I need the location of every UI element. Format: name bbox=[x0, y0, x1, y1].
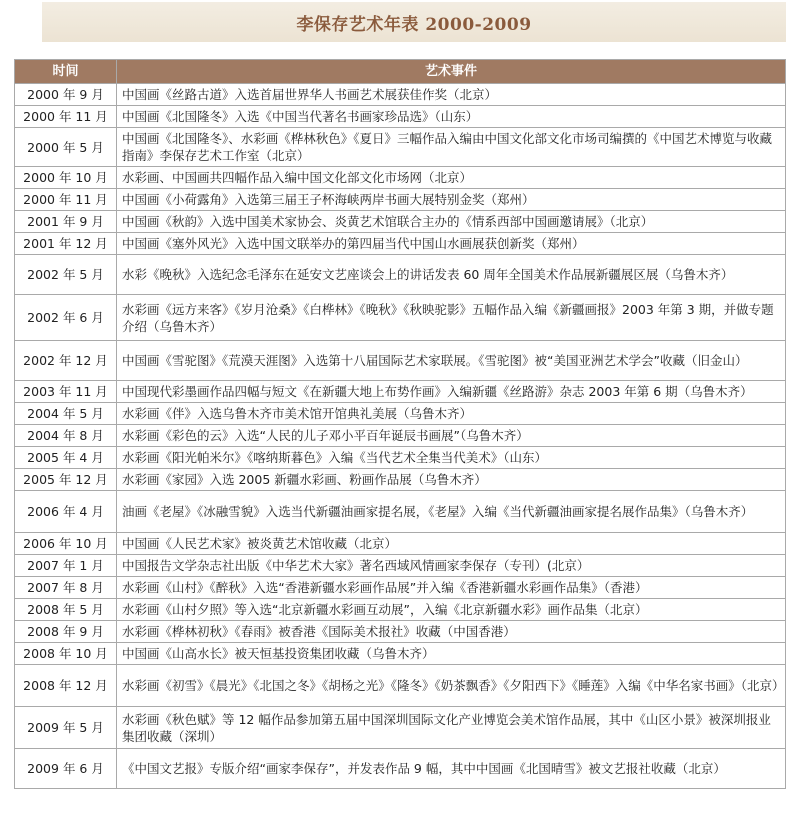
row-event: 油画《老屋》《冰融雪貌》入选当代新疆油画家提名展，《老屋》入编《当代新疆油画家提名展作品集》（乌鲁木齐） bbox=[117, 491, 786, 533]
row-date: 2009 年 6 月 bbox=[15, 749, 117, 789]
row-event: 水彩画《家园》入选 2005 新疆水彩画、粉画作品展（乌鲁木齐） bbox=[117, 469, 786, 491]
table-row bbox=[15, 255, 786, 295]
row-event: 中国画《塞外风光》入选中国文联举办的第四届当代中国山水画展获创新奖（郑州） bbox=[117, 233, 786, 255]
table-row bbox=[15, 167, 786, 189]
table-row bbox=[15, 189, 786, 211]
row-event: 水彩画《伴》入选乌鲁木齐市美术馆开馆典礼美展（乌鲁木齐） bbox=[117, 403, 786, 425]
row-date: 2008 年 10 月 bbox=[15, 643, 117, 665]
row-date: 2004 年 5 月 bbox=[15, 403, 117, 425]
table-row bbox=[15, 447, 786, 469]
row-date: 2002 年 6 月 bbox=[15, 295, 117, 341]
table-row bbox=[15, 749, 786, 789]
row-event: 水彩画《秋色赋》等 12 幅作品参加第五届中国深圳国际文化产业博览会美术馆作品展，其中《山区小景》被深圳报业集团收藏（深圳） bbox=[117, 707, 786, 749]
table-row bbox=[15, 469, 786, 491]
table-row bbox=[15, 84, 786, 106]
row-date: 2000 年 10 月 bbox=[15, 167, 117, 189]
table-row bbox=[15, 381, 786, 403]
row-event: 水彩画《阳光帕米尔》《喀纳斯暮色》入编《当代艺术全集当代美术》（山东） bbox=[117, 447, 786, 469]
table-row bbox=[15, 533, 786, 555]
row-event: 水彩画《山村》《醉秋》入选“香港新疆水彩画作品展”并入编《香港新疆水彩画作品集》（香港） bbox=[117, 577, 786, 599]
row-event: 中国画《山高水长》被天恒基投资集团收藏（乌鲁木齐） bbox=[117, 643, 786, 665]
table-row bbox=[15, 128, 786, 167]
row-event: 中国画《小荷露角》入选第三届王子杯海峡两岸书画大展特别金奖（郑州） bbox=[117, 189, 786, 211]
table-row bbox=[15, 491, 786, 533]
row-event: 水彩画《远方来客》《岁月沧桑》《白桦林》《晚秋》《秋映驼影》五幅作品入编《新疆画报》2003 年第 3 期，并做专题介绍（乌鲁木齐） bbox=[117, 295, 786, 341]
row-date: 2006 年 10 月 bbox=[15, 533, 117, 555]
table-row bbox=[15, 425, 786, 447]
table-row bbox=[15, 341, 786, 381]
row-date: 2005 年 4 月 bbox=[15, 447, 117, 469]
row-event: 水彩画、中国画共四幅作品入编中国文化部文化市场网（北京） bbox=[117, 167, 786, 189]
row-event: 中国报告文学杂志社出版《中华艺术大家》著名西域风情画家李保存（专刊）(北京） bbox=[117, 555, 786, 577]
row-date: 2002 年 5 月 bbox=[15, 255, 117, 295]
table-body bbox=[15, 84, 786, 789]
row-date: 2003 年 11 月 bbox=[15, 381, 117, 403]
table-row bbox=[15, 599, 786, 621]
row-event: 水彩画《桦林初秋》《春雨》被香港《国际美术报社》收藏（中国香港） bbox=[117, 621, 786, 643]
row-date: 2007 年 1 月 bbox=[15, 555, 117, 577]
row-date: 2007 年 8 月 bbox=[15, 577, 117, 599]
table-row bbox=[15, 665, 786, 707]
row-event: 中国画《丝路古道》入选首届世界华人书画艺术展获佳作奖（北京） bbox=[117, 84, 786, 106]
table-row bbox=[15, 707, 786, 749]
row-date: 2006 年 4 月 bbox=[15, 491, 117, 533]
row-event: 水彩《晚秋》入选纪念毛泽东在延安文艺座谈会上的讲话发表 60 周年全国美术作品展新疆展区展（乌鲁木齐） bbox=[117, 255, 786, 295]
table-header-row bbox=[15, 60, 786, 84]
table-row bbox=[15, 233, 786, 255]
table-row bbox=[15, 643, 786, 665]
row-event: 《中国文艺报》专版介绍“画家李保存”，并发表作品 9 幅，其中中国画《北国晴雪》被文艺报社收藏（北京） bbox=[117, 749, 786, 789]
row-event: 中国画《秋韵》入选中国美术家协会、炎黄艺术馆联合主办的《情系西部中国画邀请展》（北京） bbox=[117, 211, 786, 233]
column-header-time: 时间 bbox=[15, 60, 117, 84]
table-row bbox=[15, 577, 786, 599]
row-event: 中国画《雪驼图》《荒漠天涯图》入选第十八届国际艺术家联展。《雪驼图》被“美国亚洲艺术学会”收藏（旧金山） bbox=[117, 341, 786, 381]
row-event: 中国现代彩墨画作品四幅与短文《在新疆大地上布势作画》入编新疆《丝路游》杂志 2003 年第 6 期（乌鲁木齐） bbox=[117, 381, 786, 403]
row-date: 2008 年 12 月 bbox=[15, 665, 117, 707]
row-event: 中国画《人民艺术家》被炎黄艺术馆收藏（北京） bbox=[117, 533, 786, 555]
chronology-table bbox=[14, 59, 786, 789]
row-date: 2000 年 5 月 bbox=[15, 128, 117, 167]
row-date: 2001 年 9 月 bbox=[15, 211, 117, 233]
row-event: 水彩画《彩色的云》入选“人民的儿子邓小平百年诞辰书画展”（乌鲁木齐） bbox=[117, 425, 786, 447]
title-banner bbox=[42, 2, 786, 42]
row-date: 2004 年 8 月 bbox=[15, 425, 117, 447]
table-row bbox=[15, 555, 786, 577]
row-event: 水彩画《山村夕照》等入选“北京新疆水彩画互动展”，入编《北京新疆水彩》画作品集（北京） bbox=[117, 599, 786, 621]
row-date: 2000 年 9 月 bbox=[15, 84, 117, 106]
row-date: 2000 年 11 月 bbox=[15, 106, 117, 128]
table-row bbox=[15, 403, 786, 425]
table-row bbox=[15, 211, 786, 233]
row-date: 2008 年 9 月 bbox=[15, 621, 117, 643]
column-header-event: 艺术事件 bbox=[117, 60, 786, 84]
table-row bbox=[15, 106, 786, 128]
row-event: 水彩画《初雪》《晨光》《北国之冬》《胡杨之光》《隆冬》《奶茶飘香》《夕阳西下》《睡莲》入编《中华名家书画》（北京） bbox=[117, 665, 786, 707]
row-date: 2005 年 12 月 bbox=[15, 469, 117, 491]
row-date: 2008 年 5 月 bbox=[15, 599, 117, 621]
row-date: 2009 年 5 月 bbox=[15, 707, 117, 749]
row-date: 2001 年 12 月 bbox=[15, 233, 117, 255]
row-date: 2002 年 12 月 bbox=[15, 341, 117, 381]
table-row bbox=[15, 621, 786, 643]
row-event: 中国画《北国隆冬》入选《中国当代著名书画家珍品选》（山东） bbox=[117, 106, 786, 128]
row-date: 2000 年 11 月 bbox=[15, 189, 117, 211]
row-event: 中国画《北国隆冬》、水彩画《桦林秋色》《夏日》三幅作品入编由中国文化部文化市场司编撰的《中国艺术博览与收藏指南》李保存艺术工作室（北京） bbox=[117, 128, 786, 167]
table-row bbox=[15, 295, 786, 341]
page-title: 李保存艺术年表 2000-2009 bbox=[296, 14, 532, 35]
